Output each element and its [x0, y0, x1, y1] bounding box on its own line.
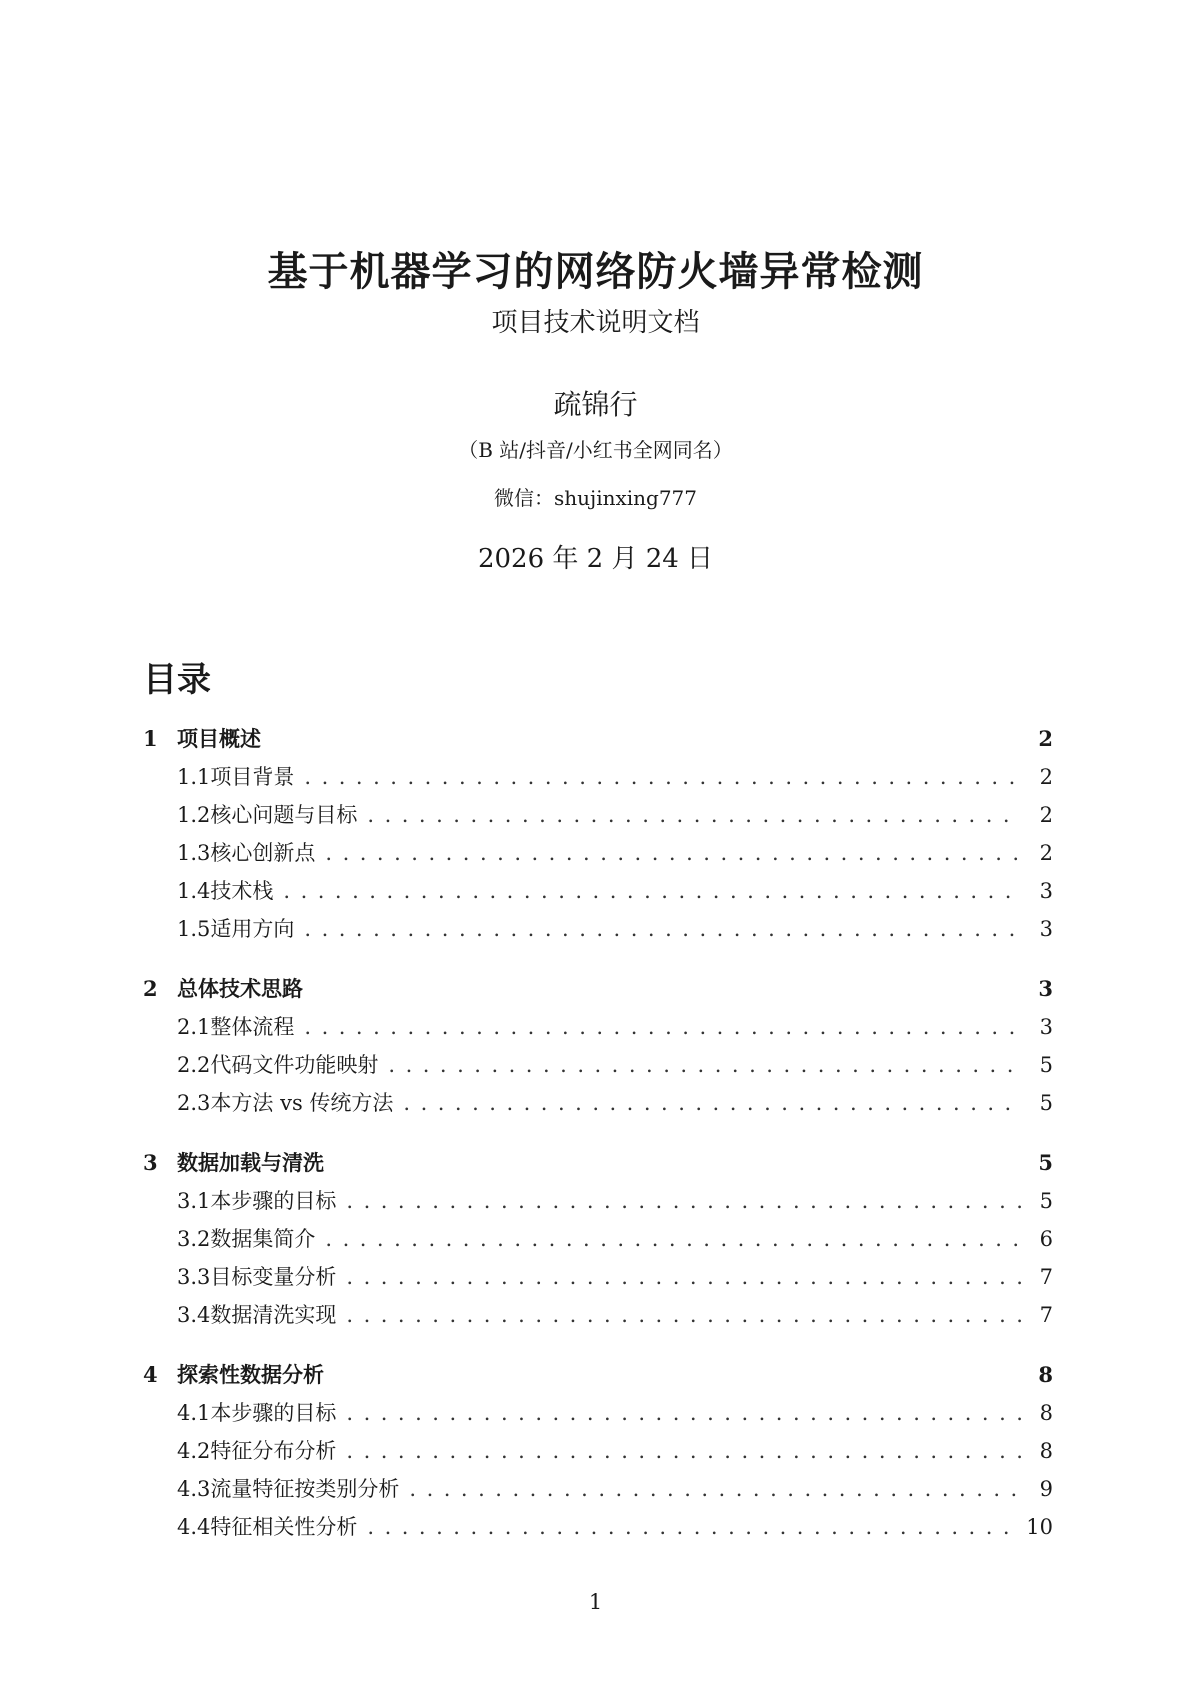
toc-entry-subsection-3-3[interactable] — [143, 1258, 1053, 1296]
toc-leader-dots — [346, 1296, 1021, 1334]
toc-subsection-number: 4.4 — [177, 1515, 211, 1539]
toc-page-number: 3 — [1039, 917, 1053, 941]
toc-subsection-title: 本步骤的目标 — [210, 1189, 337, 1213]
toc-page-number: 2 — [1039, 841, 1053, 865]
toc-subsection-title: 核心问题与目标 — [210, 803, 358, 827]
document-subtitle: 项目技术说明文档 — [491, 308, 700, 338]
toc-entry-subsection-4-1[interactable] — [143, 1394, 1053, 1432]
toc-subsection-title: 核心创新点 — [210, 841, 316, 865]
toc-leader-dots — [325, 1220, 1021, 1258]
toc-entry-subsection-1-1[interactable] — [143, 758, 1053, 796]
toc-page-number: 5 — [1039, 1189, 1053, 1213]
toc-leader-dots — [367, 1508, 1018, 1546]
toc-leader-dots — [388, 1046, 1021, 1084]
toc-entry-section-3[interactable] — [143, 1144, 1053, 1182]
toc-entry-subsection-1-4[interactable] — [143, 872, 1053, 910]
toc-subsection-number: 1.3 — [177, 841, 211, 865]
table-of-contents — [143, 720, 1053, 1568]
toc-section — [143, 720, 1053, 948]
toc-section — [143, 970, 1053, 1122]
toc-entry-subsection-3-1[interactable] — [143, 1182, 1053, 1220]
toc-subsection-title: 数据清洗实现 — [210, 1303, 337, 1327]
author-name: 疏锦行 — [553, 388, 638, 421]
toc-entry-section-4[interactable] — [143, 1356, 1053, 1394]
toc-entry-subsection-4-4[interactable] — [143, 1508, 1053, 1546]
toc-subsection-number: 2.2 — [177, 1053, 211, 1077]
toc-page-number: 8 — [1039, 1439, 1053, 1463]
toc-leader-dots — [346, 1258, 1021, 1296]
toc-subsection-title: 本方法 vs 传统方法 — [210, 1091, 394, 1115]
toc-subsection-number: 4.3 — [177, 1477, 211, 1501]
toc-subsection-number: 3.4 — [177, 1303, 211, 1327]
toc-page-number: 8 — [1038, 1362, 1053, 1387]
toc-leader-dots — [346, 1432, 1021, 1470]
toc-subsection-title: 特征分布分析 — [210, 1439, 337, 1463]
page-number: 1 — [588, 1590, 603, 1614]
toc-subsection-title: 整体流程 — [210, 1015, 295, 1039]
toc-page-number: 2 — [1038, 726, 1053, 751]
toc-section-title: 数据加载与清洗 — [177, 1150, 324, 1175]
toc-subsection-number: 4.2 — [177, 1439, 211, 1463]
toc-section-title: 探索性数据分析 — [177, 1362, 324, 1387]
toc-page-number: 3 — [1038, 976, 1053, 1001]
toc-subsection-title: 数据集简介 — [210, 1227, 316, 1251]
toc-entry-subsection-4-3[interactable] — [143, 1470, 1053, 1508]
toc-leader-dots — [325, 834, 1021, 872]
toc-entry-subsection-1-5[interactable] — [143, 910, 1053, 948]
toc-page-number: 10 — [1026, 1515, 1053, 1539]
toc-page-number: 3 — [1039, 1015, 1053, 1039]
toc-subsection-title: 代码文件功能映射 — [210, 1053, 379, 1077]
toc-section-title: 总体技术思路 — [177, 976, 303, 1001]
toc-entry-subsection-1-3[interactable] — [143, 834, 1053, 872]
toc-subsection-title: 项目背景 — [210, 765, 295, 789]
toc-subsection-number: 1.4 — [177, 879, 211, 903]
toc-section-number: 1 — [143, 726, 158, 751]
toc-leader-dots — [304, 910, 1021, 948]
toc-leader-dots — [403, 1084, 1021, 1122]
toc-subsection-number: 2.1 — [177, 1015, 211, 1039]
toc-leader-dots — [304, 1008, 1021, 1046]
toc-entry-subsection-1-2[interactable] — [143, 796, 1053, 834]
toc-page-number: 2 — [1039, 803, 1053, 827]
toc-section-number: 2 — [143, 976, 158, 1001]
toc-entry-subsection-2-3[interactable] — [143, 1084, 1053, 1122]
toc-subsection-title: 流量特征按类别分析 — [210, 1477, 400, 1501]
toc-subsection-title: 本步骤的目标 — [210, 1401, 337, 1425]
toc-page-number: 3 — [1039, 879, 1053, 903]
toc-page-number: 5 — [1038, 1150, 1053, 1175]
toc-page-number: 6 — [1039, 1227, 1053, 1251]
toc-subsection-number: 1.1 — [177, 765, 211, 789]
toc-subsection-number: 3.2 — [177, 1227, 211, 1251]
toc-section-number: 3 — [143, 1150, 158, 1175]
toc-heading: 目录 — [143, 660, 211, 700]
toc-entry-section-1[interactable] — [143, 720, 1053, 758]
toc-page-number: 8 — [1039, 1401, 1053, 1425]
toc-section-number: 4 — [143, 1362, 158, 1387]
toc-subsection-title: 目标变量分析 — [210, 1265, 337, 1289]
document-title: 基于机器学习的网络防火墙异常检测 — [267, 248, 924, 295]
toc-section — [143, 1144, 1053, 1334]
toc-subsection-number: 1.2 — [177, 803, 211, 827]
toc-entry-subsection-3-2[interactable] — [143, 1220, 1053, 1258]
toc-leader-dots — [346, 1182, 1021, 1220]
document-date: 2026 年 2 月 24 日 — [477, 544, 714, 574]
toc-page-number: 9 — [1039, 1477, 1053, 1501]
toc-subsection-title: 适用方向 — [210, 917, 295, 941]
toc-subsection-number: 1.5 — [177, 917, 211, 941]
toc-leader-dots — [304, 758, 1021, 796]
toc-subsection-number: 4.1 — [177, 1401, 211, 1425]
toc-leader-dots — [367, 796, 1021, 834]
toc-subsection-number: 2.3 — [177, 1091, 211, 1115]
toc-entry-subsection-3-4[interactable] — [143, 1296, 1053, 1334]
toc-section — [143, 1356, 1053, 1546]
toc-entry-subsection-2-2[interactable] — [143, 1046, 1053, 1084]
toc-page-number: 7 — [1039, 1265, 1053, 1289]
toc-section-title: 项目概述 — [177, 726, 261, 751]
author-wechat: 微信：shujinxing777 — [493, 486, 698, 510]
toc-page-number: 2 — [1039, 765, 1053, 789]
toc-page-number: 7 — [1039, 1303, 1053, 1327]
toc-subsection-number: 3.3 — [177, 1265, 211, 1289]
toc-leader-dots — [283, 872, 1021, 910]
toc-entry-subsection-4-2[interactable] — [143, 1432, 1053, 1470]
toc-subsection-title: 特征相关性分析 — [210, 1515, 358, 1539]
toc-leader-dots — [346, 1394, 1021, 1432]
toc-page-number: 5 — [1039, 1053, 1053, 1077]
toc-entry-section-2[interactable] — [143, 970, 1053, 1008]
toc-subsection-title: 技术栈 — [210, 879, 274, 903]
toc-leader-dots — [409, 1470, 1021, 1508]
toc-entry-subsection-2-1[interactable] — [143, 1008, 1053, 1046]
author-platforms: （B 站/抖音/小红书全网同名） — [458, 438, 733, 462]
toc-page-number: 5 — [1039, 1091, 1053, 1115]
toc-subsection-number: 3.1 — [177, 1189, 211, 1213]
